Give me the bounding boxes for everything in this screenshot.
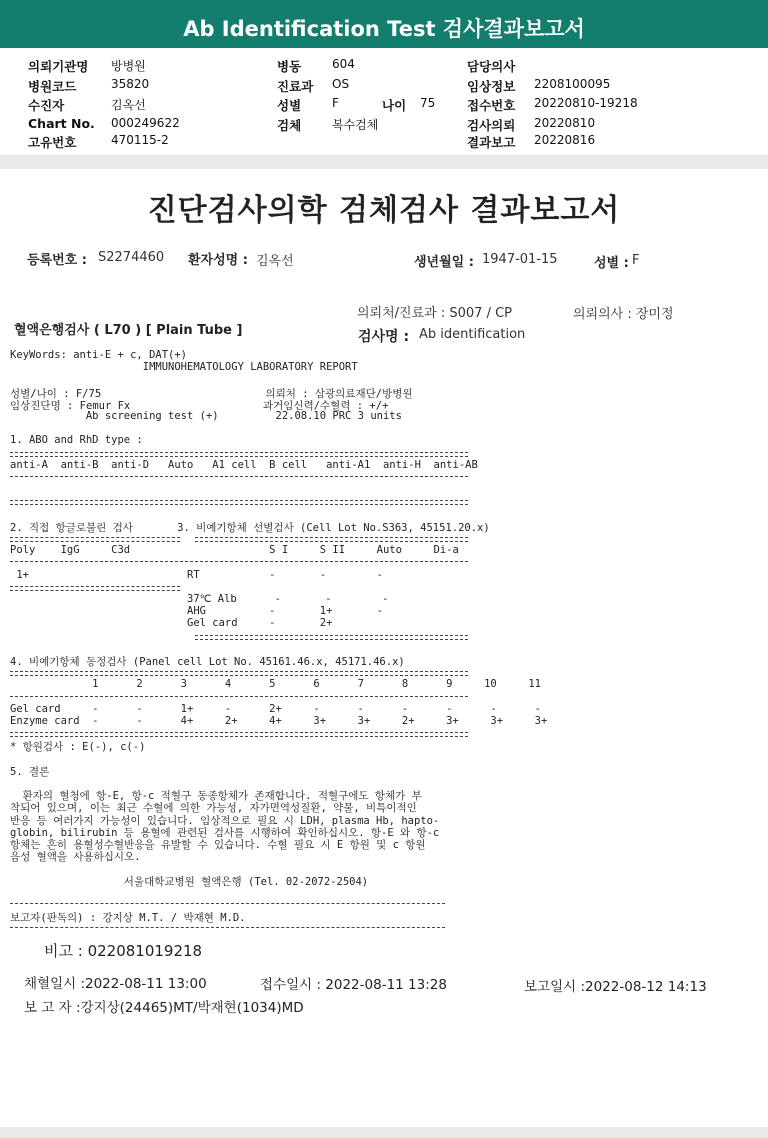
- value-requester: 방병원: [111, 59, 146, 73]
- value-hospital-code: 35820: [111, 77, 150, 91]
- report-title: 진단검사의학 검체검사 결과보고서: [147, 193, 621, 228]
- report-line: Gel card - - 1+ - 2+ - - - - - -: [10, 702, 542, 715]
- value-sex: F: [332, 96, 339, 110]
- label-age: 나이: [382, 98, 407, 113]
- value-clinical-info: 2208100095: [534, 77, 611, 91]
- report-line: Enzyme card - - 4+ 2+ 4+ 3+ 3+ 2+ 3+ 3+ 3+: [10, 715, 548, 727]
- single-rule: [10, 476, 468, 477]
- report-line: 1. ABO and RhD type :: [10, 434, 143, 447]
- label-chart-no: Chart No.: [28, 116, 95, 131]
- double-rule: [10, 500, 468, 505]
- report-line: * 항원검사 : E(-), c(-): [10, 741, 146, 754]
- single-rule: [10, 696, 468, 697]
- reg-label: 등록번호 :: [27, 253, 87, 268]
- label-receipt-no: 접수번호: [467, 98, 516, 113]
- header-title: Ab Identification Test 검사결과보고서: [183, 17, 585, 41]
- double-rule: [10, 586, 180, 591]
- report-line: KeyWords: anti-E + c, DAT(+): [10, 349, 188, 361]
- report-line: 서울대학교병원 혈액은행 (Tel. 02-2072-2504): [10, 875, 369, 888]
- report-line: 보고자(판독의) : 강지상 M.T. / 박재현 M.D.: [10, 912, 246, 925]
- report-line: Gel card - 2+: [10, 617, 333, 630]
- value-patient: 김옥선: [111, 98, 146, 112]
- double-rule: [195, 635, 468, 640]
- label-specimen: 검체: [277, 118, 302, 133]
- report-header-bar: [0, 0, 768, 48]
- double-rule: [10, 732, 468, 737]
- report-line: 4. 비예기항체 동정검사 (Panel cell Lot No. 45161.46.x, 45171.46.x): [10, 656, 405, 668]
- report-line: 성별/나이 : F/75 의뢰처 : 삼광의료재단/방병원: [10, 387, 413, 400]
- label-clinical-info: 임상정보: [467, 79, 516, 94]
- note: 비고 : 022081019218: [44, 942, 203, 960]
- report-line: Poly IgG C3d S I S II Auto Di-a: [10, 544, 459, 557]
- double-rule: [10, 537, 180, 542]
- double-rule: [10, 671, 468, 676]
- report-datetime: 보고일시 :2022-08-12 14:13: [524, 979, 707, 995]
- label-doctor: 담당의사: [467, 59, 516, 74]
- doctor-info: 의뢰의사 : 장미정: [573, 307, 674, 322]
- report-line: 1+ RT - - -: [10, 568, 383, 581]
- report-line: Ab screening test (+) 22.08.10 PRC 3 units: [10, 410, 402, 422]
- report-line: 1 2 3 4 5 6 7 8 9 10 11: [10, 678, 542, 691]
- patient-name-value: 김옥선: [256, 254, 294, 269]
- label-patient: 수진자: [28, 98, 65, 113]
- report-line: AHG - 1+ -: [10, 605, 383, 618]
- single-rule: [10, 561, 468, 562]
- sex-value: F: [632, 253, 640, 268]
- label-ward: 병동: [277, 59, 302, 74]
- test-name-label: 검사명 :: [358, 329, 410, 345]
- birth-label: 생년월일 :: [414, 255, 474, 270]
- report-line: 2. 직접 항글로불린 검사 3. 비예기항체 선별검사 (Cell Lot No.S363, 45151.20.x): [10, 521, 490, 534]
- single-rule: [10, 903, 445, 904]
- value-unique-no: 470115-2: [111, 133, 169, 147]
- label-request-date: 검사의뢰: [467, 118, 516, 133]
- report-line: anti-A anti-B anti-D Auto A1 cell B cell anti-A1 anti-H anti-AB: [10, 458, 478, 471]
- collect-datetime: 채혈일시 :2022-08-11 13:00: [24, 976, 207, 992]
- report-line: globin, bilirubin 등 용혈에 관련된 검사를 시행하여 확인하십시오. 항-E 와 항-c: [10, 826, 440, 839]
- report-line: 착되어 있으며, 이는 최근 수혈에 의한 가능성, 자가면역성질환, 약물, 비특이적인: [10, 802, 417, 815]
- double-rule: [10, 452, 468, 457]
- value-ward: 604: [332, 57, 355, 71]
- bottom-band: [0, 1127, 768, 1138]
- report-line: IMMUNOHEMATOLOGY LABORATORY REPORT: [10, 361, 358, 374]
- value-age: 75: [420, 96, 436, 110]
- dept-info: 의뢰처/진료과 : S007 / CP: [357, 306, 512, 321]
- test-title: 혈액은행검사 ( L70 ) [ Plain Tube ]: [14, 323, 243, 338]
- value-result-date: 20220816: [534, 133, 596, 147]
- receive-datetime: 접수일시 : 2022-08-11 13:28: [260, 977, 447, 993]
- birth-value: 1947-01-15: [482, 252, 558, 267]
- test-name-value: Ab identification: [419, 327, 526, 342]
- sex-label: 성별 :: [594, 256, 629, 271]
- label-result-date: 결과보고: [467, 135, 516, 150]
- label-hospital-code: 병원코드: [28, 79, 77, 94]
- label-requester: 의뢰기관명: [28, 59, 89, 74]
- report-line: 환자의 혈청에 항-E, 항-c 적혈구 동종항체가 존재합니다. 적혈구에도 항체가 부: [10, 790, 422, 803]
- value-receipt-no: 20220810-19218: [534, 96, 638, 110]
- value-chart-no: 000249622: [111, 116, 180, 130]
- separator-band: [0, 155, 768, 169]
- label-sex: 성별: [277, 98, 302, 113]
- single-rule: [10, 927, 445, 928]
- patient-name-label: 환자성명 :: [188, 253, 248, 268]
- report-line: 항체는 흔히 용혈성수혈반응을 유발할 수 있습니다. 수혈 필요 시 E 항원 및 c 항원: [10, 839, 426, 851]
- report-line: 음성 혈액을 사용하십시오.: [10, 851, 141, 864]
- double-rule: [195, 537, 468, 542]
- value-specimen: 복수검체: [332, 118, 379, 132]
- value-request-date: 20220810: [534, 116, 596, 130]
- report-line: 37℃ Alb - - -: [10, 593, 389, 605]
- report-line: 5. 결론: [10, 765, 50, 778]
- reporter: 보 고 자 :강지상(24465)MT/박재현(1034)MD: [24, 1000, 304, 1016]
- report-line: 임상진단명 : Femur Fx 과거임신력/수혈력 : +/+: [10, 399, 389, 412]
- label-unique-no: 고유번호: [28, 135, 77, 150]
- reg-value: S2274460: [98, 250, 165, 265]
- value-dept: OS: [332, 77, 350, 91]
- label-dept: 진료과: [277, 79, 314, 94]
- report-line: 반응 등 여러가지 가능성이 있습니다. 임상적으로 필요 시 LDH, plasma Hb, hapto-: [10, 814, 440, 827]
